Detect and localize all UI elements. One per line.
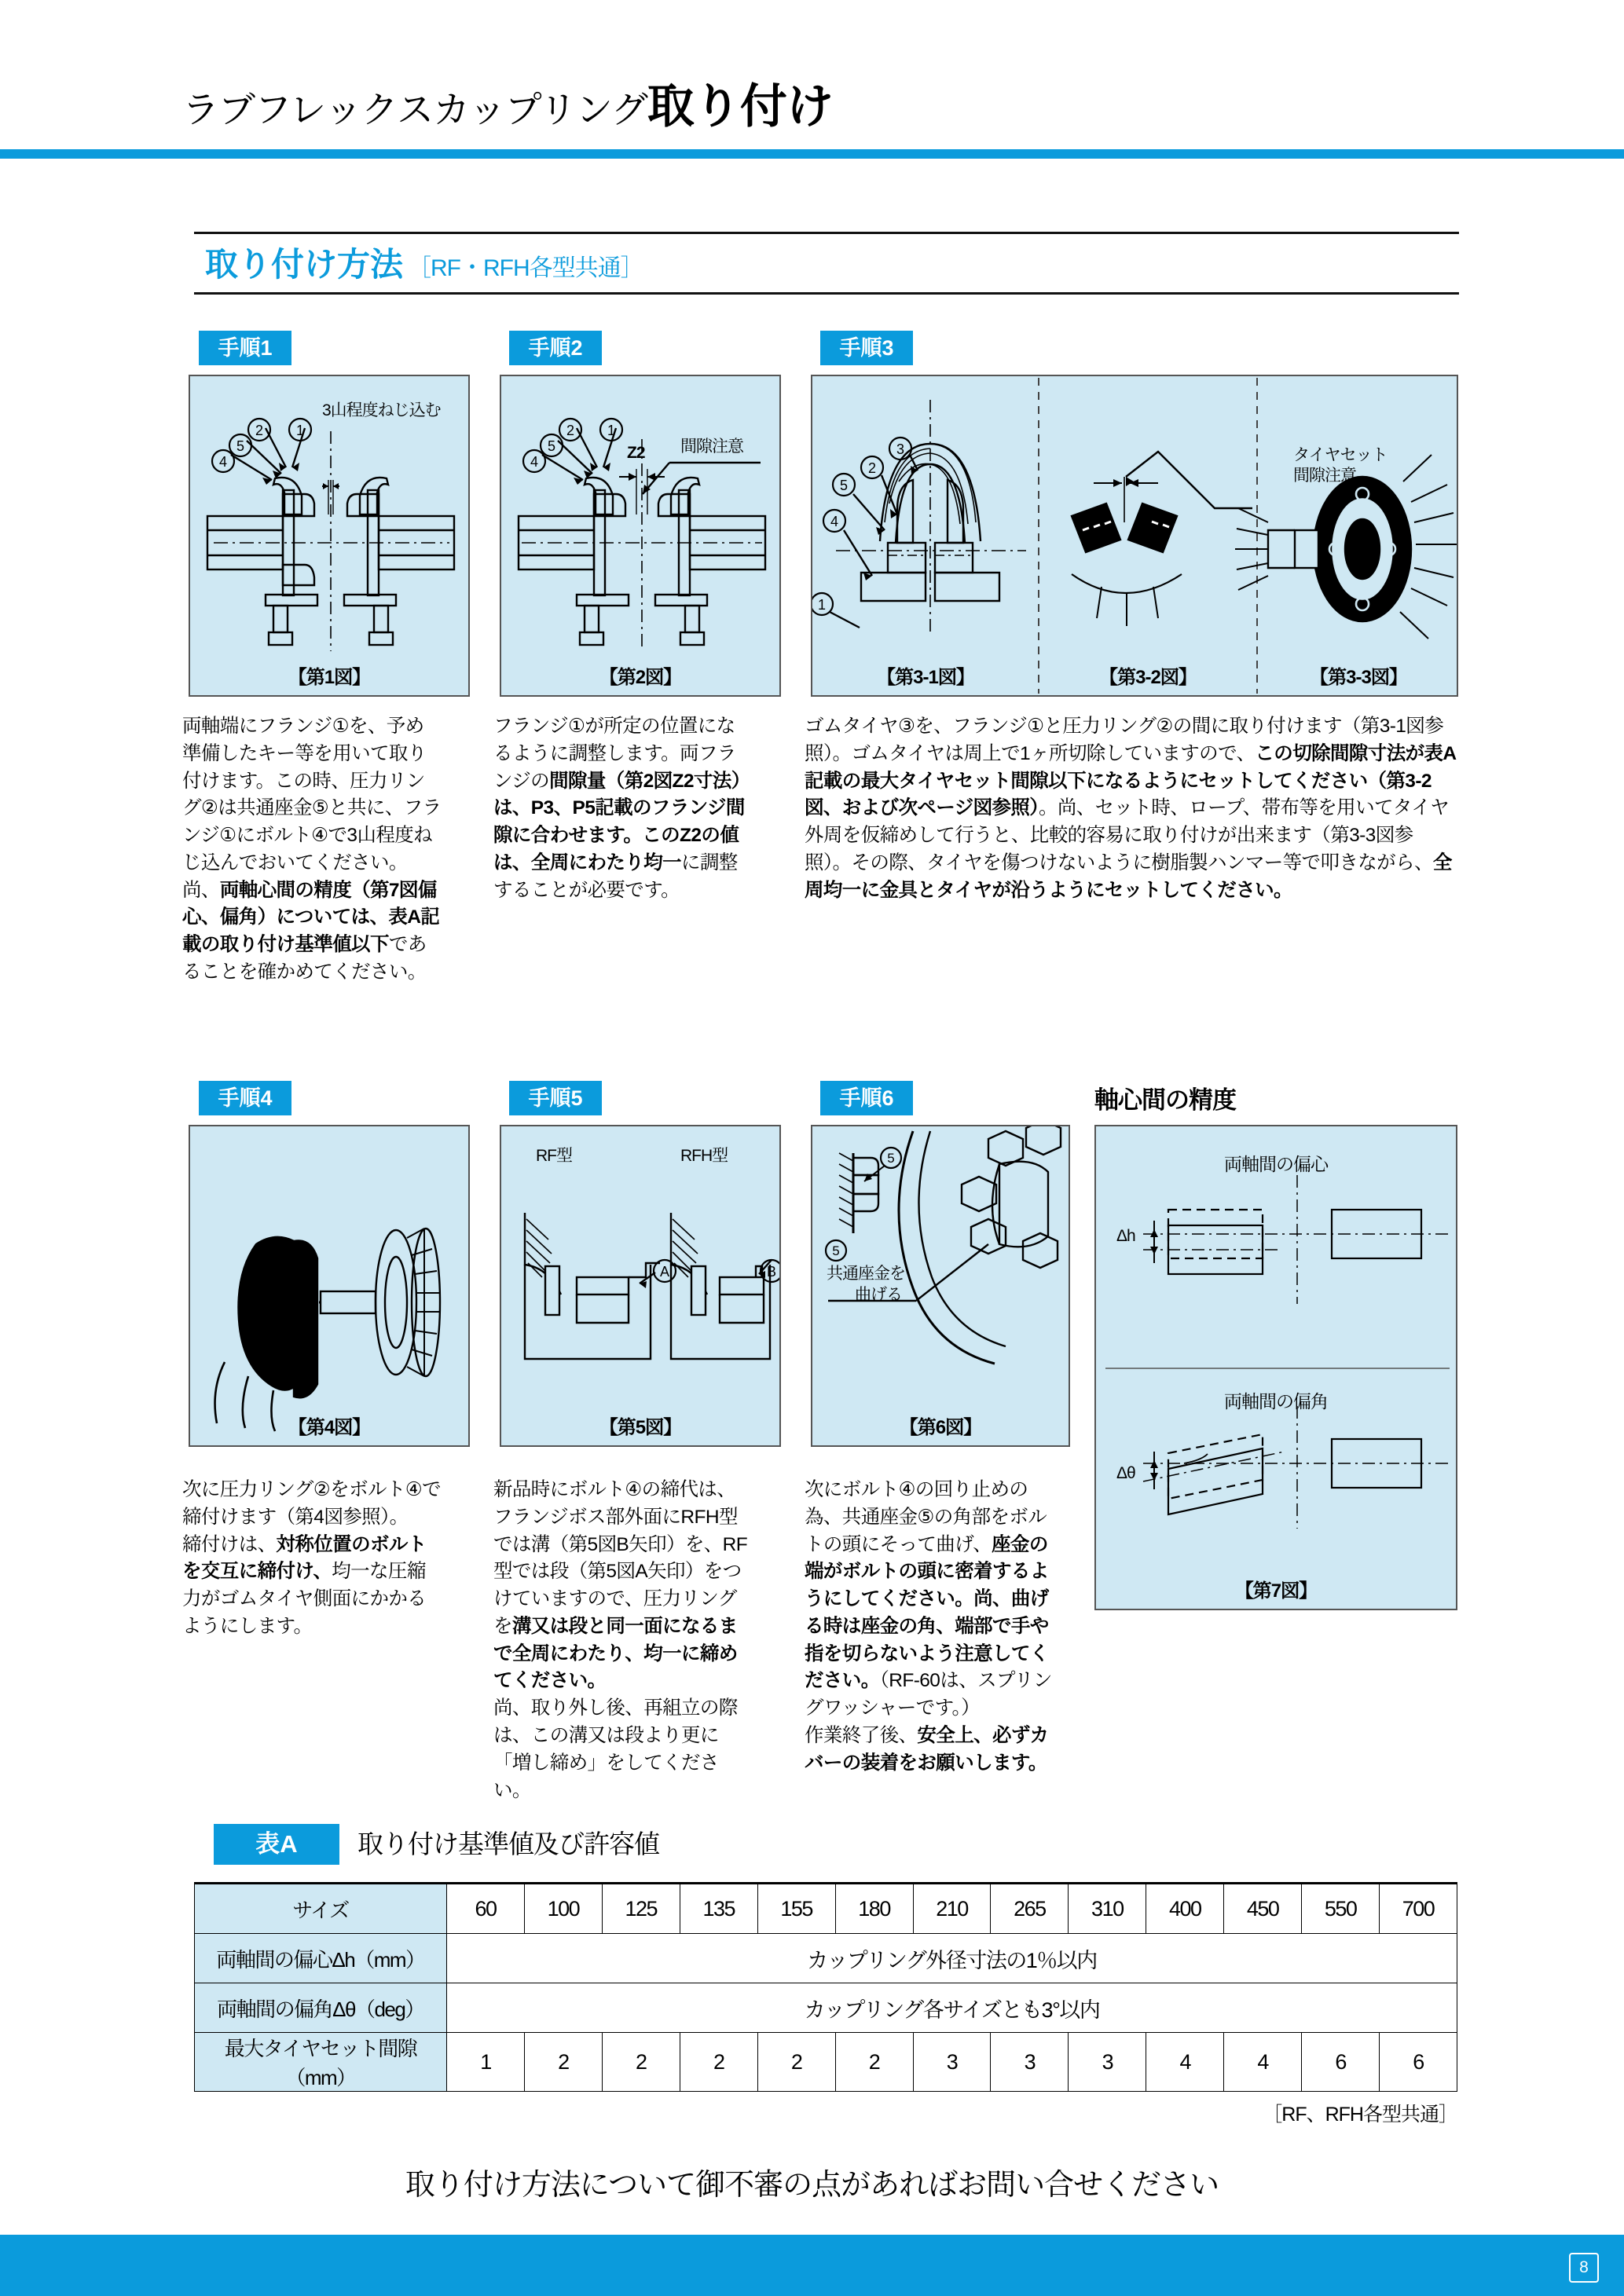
step-6-text: [805, 1477, 1064, 1778]
figure-2-label-gap-caution: 間隙注意: [680, 438, 743, 456]
figure-3-label-line1: タイヤセット: [1293, 446, 1388, 464]
svg-text:1: 1: [295, 423, 305, 438]
table-a-size-9: 400: [1146, 1884, 1224, 1934]
table-row-eccentricity: [195, 1934, 1457, 1983]
figure-5-caption: 【第5図】: [599, 1417, 682, 1438]
step-badge-4: 手順4: [199, 1081, 291, 1115]
svg-text:5: 5: [547, 438, 556, 454]
figure-7: [1094, 1125, 1457, 1610]
step-3-text-content: ゴムタイヤ③を、フランジ①と圧力リング②の間に取り付けます（第3-1図参照）。ゴムタイヤは周上で1ヶ所切除していますので、この切除間隙寸法が表A記載の最大タイヤセット間隙以下になるようにセットしてください（第3-2図、および次ページ図参照）。尚、セット時、ロープ、帯布等を用いてタイヤ外周を仮締めして行うと、比較的容易に取り付けが出来ます（第3-3図参照）。その際、タイヤを傷つけないように樹脂製ハンマー等で叩きながら、全周均一に金具とタイヤが沿うようにセットしてください。: [805, 716, 1457, 901]
table-row-angular: [195, 1983, 1457, 2033]
step-badge-5: 手順5: [509, 1081, 602, 1115]
step-6-text-content: 次にボルト④の回り止めの為、共通座金⑤の角部をボルトの頭にそって曲げ、座金の端がボルトの頭に密着するようにしてください。尚、曲げる時は座金の角、端部で手や指を切らないよう注意してください。（RF-60は、スプリングワッシャーです。） 作業終了後、安全上、必ずカバーの装着をお願いします。: [805, 1479, 1052, 1774]
figure-5-label-rf: RF型: [536, 1147, 572, 1165]
step-badge-1: 手順1: [199, 331, 291, 365]
table-a-badge: 表A: [214, 1824, 339, 1865]
figure-4-drawing: [190, 1126, 470, 1447]
table-a-clearance-11: 6: [1302, 2033, 1380, 2092]
step-5-text: [493, 1477, 753, 1804]
section-heading-main: 取り付け方法: [205, 246, 404, 283]
step-2-text-content: フランジ①が所定の位置になるように調整します。両フランジの間隙量（第2図Z2寸法）は、P3、P5記載のフランジ間隙に合わせます。このZ2の値は、全周にわたり均一に調整することが必要です。: [493, 716, 750, 901]
figure-2-drawing: [501, 376, 781, 697]
step-3-text: [805, 713, 1458, 904]
page-title-light: ラブフレックスカップリング: [182, 89, 647, 130]
step-1-text-content: 両軸端にフランジ①を、予め準備したキー等を用いて取り付けます。この時、圧力リング②は共通座金⑤と共に、フランジ①にボルト④で3山程度ねじ込んでおいてください。尚、両軸心間の精度（第7図偏心、偏角）については、表A記載の取り付け基準値以下であることを確かめてください。: [182, 716, 442, 983]
svg-text:5: 5: [839, 478, 849, 493]
table-a-row-label-1: 両軸間の偏角Δθ（deg）: [195, 1983, 447, 2033]
accuracy-title: 軸心間の精度: [1094, 1086, 1236, 1114]
table-a-clearance-2: 2: [602, 2033, 680, 2092]
page-header: [0, 0, 1624, 156]
table-a-size-7: 265: [991, 1884, 1069, 1934]
svg-text:4: 4: [218, 454, 228, 470]
figure-7-label-eccentric: 両軸間の偏心: [1224, 1154, 1328, 1174]
figure-3-1-caption: 【第3-1図】: [877, 667, 974, 688]
step-4-text: [182, 1477, 442, 1641]
figure-7-label-angular: 両軸間の偏角: [1224, 1391, 1328, 1412]
figure-7-symbol-angular: Δθ: [1116, 1464, 1135, 1482]
figure-2: [500, 375, 781, 697]
table-a-row-label-0: 両軸間の偏心Δh（mm）: [195, 1934, 447, 1983]
svg-text:B: B: [766, 1264, 777, 1280]
table-a-clearance-1: 2: [524, 2033, 602, 2092]
step-badge-6: 手順6: [820, 1081, 913, 1115]
figure-3-drawing: [812, 376, 1458, 697]
table-a-clearance-10: 4: [1224, 2033, 1302, 2092]
figure-1-drawing: [190, 376, 470, 697]
svg-text:A: A: [659, 1264, 670, 1280]
header-accent-bar: [0, 149, 1624, 159]
step-badge-2: 手順2: [509, 331, 602, 365]
figure-6: [811, 1125, 1070, 1447]
figure-3-3-caption: 【第3-3図】: [1310, 667, 1407, 688]
svg-text:2: 2: [867, 460, 877, 476]
table-a-size-5: 180: [835, 1884, 913, 1934]
figure-5-drawing: [501, 1126, 781, 1447]
table-a-clearance-8: 3: [1069, 2033, 1146, 2092]
figure-7-caption: 【第7図】: [1234, 1580, 1318, 1602]
table-a-size-2: 125: [602, 1884, 680, 1934]
figure-6-label-line2: 曲げる: [855, 1285, 902, 1304]
figure-1-caption: 【第1図】: [288, 667, 371, 688]
table-a-clearance-12: 6: [1380, 2033, 1457, 2092]
table-row-header: [195, 1884, 1457, 1934]
figure-6-caption: 【第6図】: [899, 1417, 982, 1438]
figure-4-caption: 【第4図】: [288, 1417, 371, 1438]
table-a-size-header: サイズ: [195, 1884, 447, 1934]
figure-6-label-line1: 共通座金を: [827, 1265, 905, 1283]
section-rule-bottom: [194, 292, 1459, 295]
figure-5: [500, 1125, 781, 1447]
table-a-size-3: 135: [680, 1884, 757, 1934]
table-a-size-4: 155: [757, 1884, 835, 1934]
table-a-clearance-7: 3: [991, 2033, 1069, 2092]
figure-7-drawing: [1096, 1126, 1457, 1610]
table-a-clearance-4: 2: [757, 2033, 835, 2092]
table-a-size-0: 60: [447, 1884, 525, 1934]
figure-2-label-z2: Z2: [627, 444, 645, 462]
table-a-clearance-3: 2: [680, 2033, 757, 2092]
figure-1-label-thread: 3山程度ねじ込む: [322, 401, 441, 419]
page-title-bold: 取り付け: [647, 80, 833, 133]
table-a-row-value-1: カップリング各サイズとも3°以内: [447, 1983, 1457, 2033]
svg-text:1: 1: [607, 423, 616, 438]
page-footer: [0, 2235, 1624, 2296]
figure-5-label-rfh: RFH型: [680, 1147, 728, 1165]
table-a-size-1: 100: [524, 1884, 602, 1934]
svg-text:2: 2: [255, 423, 264, 438]
table-a-clearance-label: 最大タイヤセット間隙（mm）: [195, 2033, 447, 2092]
step-4-text-content: 次に圧力リング②をボルト④で締付けます（第4図参照）。 締付けは、対称位置のボルトを交互に締付け、均一な圧縮力がゴムタイヤ側面にかかるようにします。: [182, 1479, 442, 1637]
figure-1: [189, 375, 470, 697]
section-heading-sub: ［RF・RFH各型共通］: [408, 255, 643, 281]
step-1-text: [182, 713, 442, 987]
page-number: 8: [1569, 2253, 1599, 2283]
table-row-clearance: [195, 2033, 1457, 2092]
table-a-clearance-5: 2: [835, 2033, 913, 2092]
figure-3-2-caption: 【第3-2図】: [1099, 667, 1197, 688]
svg-text:1: 1: [817, 597, 827, 613]
svg-text:3: 3: [896, 441, 905, 457]
page-title: [182, 69, 833, 137]
section-heading: [194, 234, 1459, 292]
table-a-row-value-0: カップリング外径寸法の1％以内: [447, 1934, 1457, 1983]
svg-text:2: 2: [566, 423, 575, 438]
step-5-text-content: 新品時にボルト④の締代は、フランジボス部外面にRFH型では溝（第5図B矢印）を、RF型では段（第5図A矢印）をつけていますので、圧力リングを溝又は段と同一面になるまで全周にわたり、均一に締めてください。 尚、取り外し後、再組立の際は、この溝又は段より更に「増し締め」をしてください。: [493, 1479, 748, 1801]
figure-4: [189, 1125, 470, 1447]
table-a-size-12: 700: [1380, 1884, 1457, 1934]
table-a-size-10: 450: [1224, 1884, 1302, 1934]
figure-6-label-bend-washer: [827, 1264, 905, 1306]
step-badge-3: 手順3: [820, 331, 913, 365]
svg-text:5: 5: [887, 1151, 895, 1166]
table-a-size-11: 550: [1302, 1884, 1380, 1934]
svg-text:5: 5: [832, 1243, 840, 1258]
table-a-size-8: 310: [1069, 1884, 1146, 1934]
figure-3-label-tyre-set: [1293, 445, 1388, 487]
closing-message: 取り付け方法について御不審の点があればお問い合せください: [405, 2169, 1219, 2202]
table-a-title: 取り付け基準値及び許容値: [357, 1829, 659, 1858]
table-a-clearance-0: 1: [447, 2033, 525, 2092]
figure-3: [811, 375, 1458, 697]
figure-3-label-line2: 間隙注意: [1293, 467, 1356, 485]
table-a: [194, 1882, 1457, 2092]
section-installation-method: [194, 232, 1459, 295]
table-a-size-6: 210: [913, 1884, 991, 1934]
svg-text:4: 4: [530, 454, 539, 470]
figure-2-caption: 【第2図】: [599, 667, 682, 688]
table-a-clearance-6: 3: [913, 2033, 991, 2092]
table-a-note: ［RF、RFH各型共通］: [1263, 2104, 1457, 2126]
table-a-clearance-9: 4: [1146, 2033, 1224, 2092]
svg-text:4: 4: [830, 514, 839, 529]
step-2-text: [493, 713, 753, 904]
figure-7-symbol-eccentric: Δh: [1116, 1227, 1135, 1245]
svg-text:5: 5: [236, 438, 245, 454]
